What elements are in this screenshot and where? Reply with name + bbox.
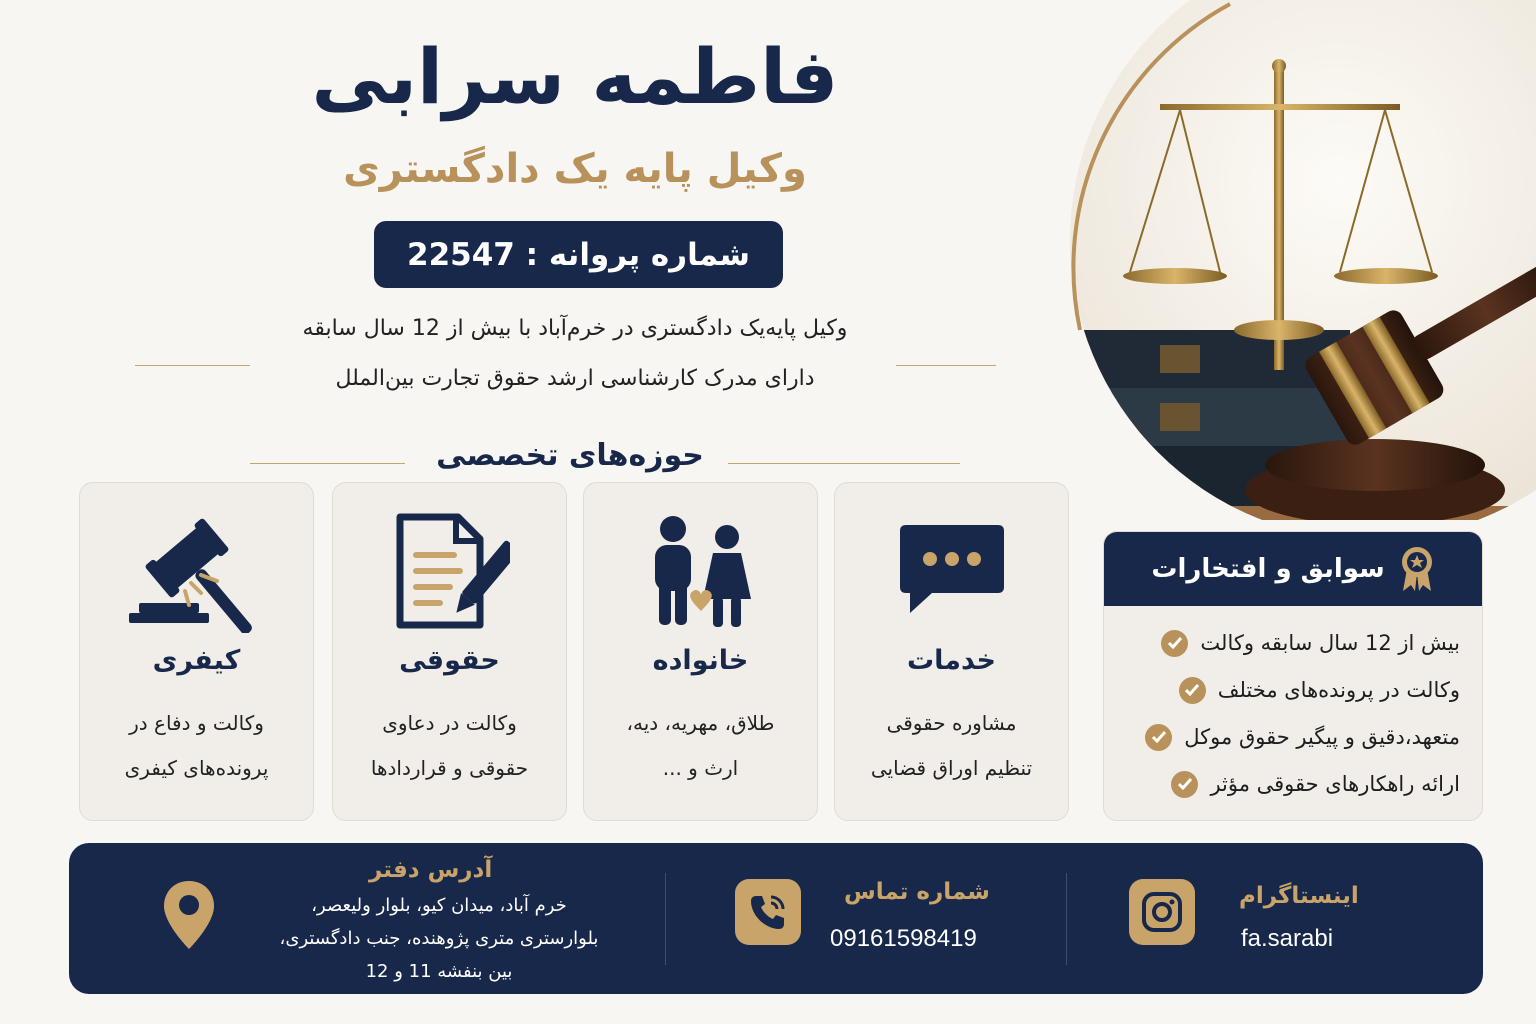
instagram-handle[interactable]: fa.sarabi [1241, 925, 1334, 952]
intro-line-1: وکیل پایه‌یک دادگستری در خرم‌آباد با بیش از 12 سال سابقه [302, 316, 848, 341]
divider [1066, 873, 1067, 965]
check-icon [1161, 630, 1188, 657]
divider [896, 365, 996, 366]
phone-icon [735, 879, 801, 945]
check-icon [1171, 771, 1198, 798]
card-description: وکالت و دفاع در پرونده‌های کیفری [124, 711, 269, 780]
achievements-panel [1103, 531, 1483, 821]
lawyer-title: وکیل پایه یک دادگستری [343, 146, 807, 192]
specialty-card-criminal [79, 482, 314, 821]
address-text: خرم آباد، میدان کیو، بلوار ولیعصر، بلوارستری متری پژوهنده، جنب دادگستری، بین بنفشه 11 و 12 [279, 895, 599, 982]
instagram-label: اینستاگرام [1239, 883, 1359, 909]
instagram-icon [1129, 879, 1195, 945]
card-title: حقوقی [399, 645, 500, 676]
card-description: مشاوره حقوقی تنظیم اوراق قضایی [870, 711, 1033, 780]
check-icon [1145, 724, 1172, 751]
justice-scales-image [1040, 0, 1536, 520]
card-description: طلاق، مهریه، دیه، ارث و ... [626, 711, 775, 780]
achievements-header [1104, 532, 1482, 606]
license-badge: شماره پروانه : 22547 [374, 221, 783, 288]
award-medal-icon [1399, 545, 1435, 593]
card-description: وکالت در دعاوی حقوقی و قراردادها [370, 711, 529, 780]
card-title: خانواده [652, 645, 749, 676]
divider [728, 463, 960, 464]
achievement-item: متعهد،دقیق و پیگیر حقوق موکل [1120, 722, 1460, 752]
achievements-title: سوابق و افتخارات [1151, 554, 1385, 584]
specialty-card-civil [332, 482, 567, 821]
card-title: خدمات [906, 645, 997, 676]
chat-icon [892, 513, 1012, 633]
intro-line-2: دارای مدرک کارشناسی ارشد حقوق تجارت بین‌الملل [335, 366, 815, 391]
document-pen-icon [390, 513, 510, 633]
family-icon [641, 513, 761, 633]
lawyer-name: فاطمه سرابی [311, 32, 839, 121]
achievement-item: ارائه راهکارهای حقوقی مؤثر [1120, 769, 1460, 799]
specialty-card-family [583, 482, 818, 821]
specialty-card-services [834, 482, 1069, 821]
specialties-heading: حوزه‌های تخصصی [436, 438, 704, 473]
card-title: کیفری [152, 645, 241, 676]
check-icon [1179, 677, 1206, 704]
achievement-item: بیش از 12 سال سابقه وکالت [1120, 628, 1460, 658]
address-label: آدرس دفتر [369, 857, 493, 883]
location-pin-icon [161, 879, 217, 951]
divider [135, 365, 250, 366]
phone-number[interactable]: 09161598419 [830, 925, 977, 952]
gavel-icon [127, 513, 267, 633]
contact-footer [69, 843, 1483, 994]
phone-label: شماره تماس [844, 879, 990, 905]
divider [250, 463, 405, 464]
achievement-item: وکالت در پرونده‌های مختلف [1120, 675, 1460, 705]
divider [665, 873, 666, 965]
